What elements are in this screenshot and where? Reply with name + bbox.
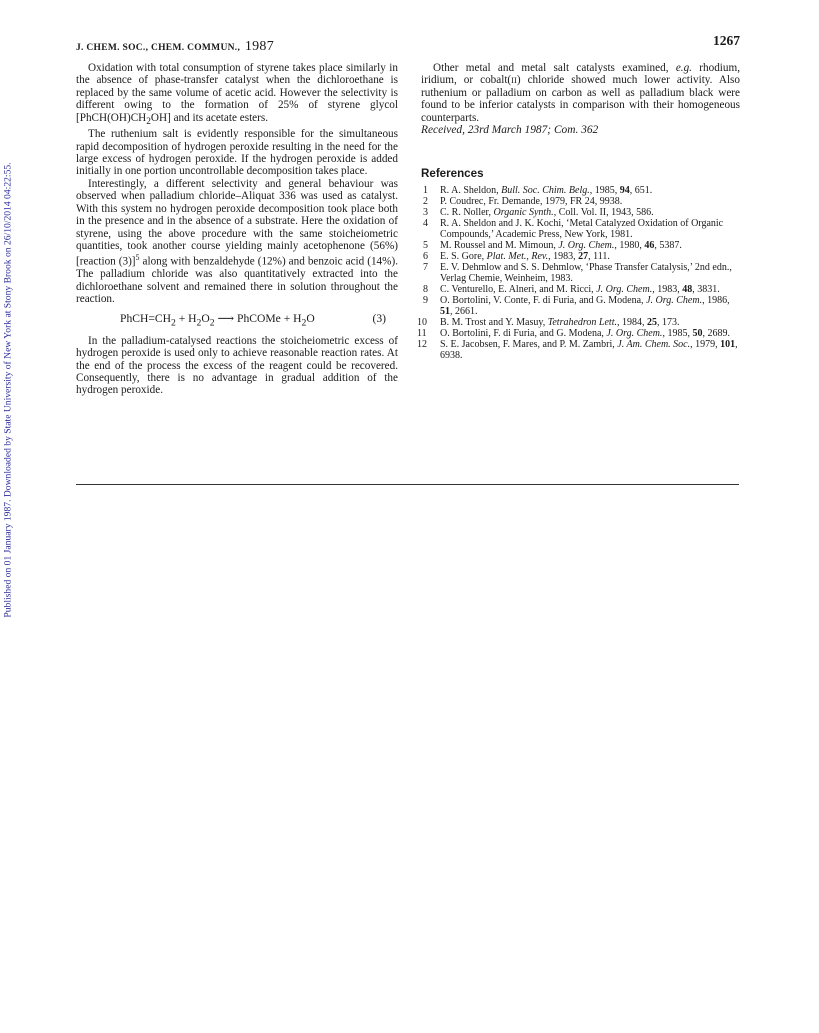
paragraph-stoicheiometric: In the palladium-catalysed reactions the stoicheiometric excess of hydrogen peroxide is used only to achieve reasonable reaction rates. At the end of the process the excess of the reagent could be recovered. Consequently, there is no advantage in gradual addition of the hydrogen peroxide. [76,334,398,397]
paragraph-palladium-text: Interestingly, a different selectivity and general behaviour was observed when palladium chloride–Aliquat 336 was used as catalyst. With this system no hydrogen peroxide decomposition took place both in the presence and in the absence of a substrate. Here the oxidation of styrene, using the above procedure with the same stoicheiometric quantities, took another course yielding mainly acetophenone (56%) [reaction (3)] [76,177,398,269]
reference-journal: J. Am. Chem. Soc. [617,338,691,350]
reference-item [421,295,740,317]
reference-pages: , 5387. [654,239,682,251]
reference-item [421,251,740,262]
reference-item [421,218,740,240]
paragraph-palladium-end: along with benzaldehyde (12%) and benzoic acid (14%). The palladium chloride was also quantitatively extracted into the dichloroethane solvent and remained there in solution throughout the reaction. [76,256,398,306]
reference-volume: 46 [644,239,655,251]
reference-pages: , 3831. [692,283,720,295]
received-date: Received, 23rd March 1987; Com. 362 [421,124,599,137]
reaction-equation [76,313,398,327]
reference-volume: 101 [720,338,736,350]
reference-number: 12 [417,338,427,350]
reference-year: , 1984, [617,316,647,328]
reference-authors: B. M. Trost and Y. Masuy, [440,316,548,328]
references-heading: References [421,167,484,181]
reference-number: 3 [423,206,428,218]
reference-superscript: 5 [135,253,140,263]
reference-journal: J. Org. Chem. [558,239,615,251]
paragraph-other-catalysts-text: Other metal and metal salt catalysts examined, [433,62,676,74]
reference-volume: 48 [682,283,693,295]
reference-year: , 1985, [662,327,693,339]
reference-number: 1 [423,184,428,196]
reference-item [421,262,740,284]
download-provenance-text: Published on 01 January 1987. Downloaded by State University of New York at Stony Brook on 26/10/2014 04:22:55. [2,162,14,618]
reference-pages: , 2689. [702,327,730,339]
reference-number: 8 [423,283,428,295]
reference-number: 5 [423,239,428,251]
reference-pages: , 6938. [440,338,738,361]
reference-year: , 1985, [589,184,620,196]
paragraph-palladium [76,178,398,306]
reference-journal: Plat. Met., Rev. [486,250,549,262]
reference-pages: , 111. [588,250,610,262]
reference-authors: R. A. Sheldon, [440,184,502,196]
reference-journal: J. Org. Chem. [606,327,663,339]
reference-year: , Coll. Vol. II, 1943, 586. [553,206,654,218]
reference-volume: 94 [619,184,630,196]
eg-abbreviation: e.g. [675,62,692,74]
reference-authors: M. Roussel and M. Mimoun, [440,239,559,251]
reference-authors: O. Bortolini, F. di Furia, and G. Modena, [440,327,607,339]
reference-list [417,184,740,361]
reference-year: , 1983, [652,283,683,295]
reference-year: , 1980, [614,239,645,251]
reference-item [421,185,740,196]
paragraph-other-catalysts-end: ) chloride showed much lower activity. Also ruthenium or palladium on carbon as well as palladium black were found to be inferior catalysts in comparison with their homogeneous counterparts. [421,74,740,124]
download-provenance-note [1,140,15,640]
reference-volume: 51 [440,305,450,317]
reference-authors: E. V. Dehmlow and S. S. Dehmlow, ‘Phase Transfer Catalysis,’ 2nd edn., Verlag Chemie, Weinheim, 1983. [440,261,732,284]
reference-item [421,196,740,207]
subscript: 2 [146,116,151,127]
paragraph-oxidation-text: Oxidation with total consumption of styrene takes place similarly in the absence of phase-transfer catalyst when the dichloroethane is replaced by the same volume of acetic acid. However the selectivity is different owing to the formation of 25% of styrene glycol [PhCH(OH)CH [76,62,398,124]
page-header [76,33,740,53]
reference-authors: P. Coudrec, Fr. Demande, 1979, FR 24, 9938. [440,195,623,207]
reference-journal: Tetrahedron Lett. [547,316,617,328]
reference-volume: 25 [647,316,657,328]
reference-year: , 1983, [548,250,579,262]
paragraph-oxidation [76,62,398,128]
reference-journal: Bull. Soc. Chim. Belg. [501,184,590,196]
reference-number: 11 [417,327,427,339]
running-head [76,39,274,55]
reference-number: 4 [423,217,428,229]
reference-item [421,240,740,251]
reference-pages: , 2661. [450,305,478,317]
page-number: 1267 [713,33,740,48]
reference-number: 9 [423,294,428,306]
reference-authors: O. Bortolini, V. Conte, F. di Furia, and G. Modena, [440,294,647,306]
reference-number: 2 [423,195,428,207]
journal-year: 1987 [244,39,275,54]
reference-journal: J. Org. Chem. [596,283,653,295]
reference-authors: E. S. Gore, [440,250,487,262]
reference-year: , 1979, [690,338,721,350]
footer-rule [76,484,739,485]
reference-item [421,207,740,218]
reference-journal: J. Org. Chem. [646,294,703,306]
reference-number: 10 [417,316,427,328]
reference-journal: Organic Synth. [493,206,554,218]
paragraph-other-catalysts-mid: rhodium, iridium, or cobalt( [421,62,740,87]
reference-item [417,327,740,339]
reference-authors: R. A. Sheldon and J. K. Kochi, ‘Metal Catalyzed Oxidation of Organic Compounds,’ Academic Press, New York, 1981. [440,217,724,240]
reference-pages: , 173. [657,316,680,328]
right-column [417,62,740,361]
reference-year: , 1986, [702,294,730,306]
oxidation-state: II [511,75,517,86]
left-column [76,62,398,397]
equation-number: (3) [372,311,386,325]
reference-item [417,338,740,361]
reference-authors: S. E. Jacobsen, F. Mares, and P. M. Zambri, [440,338,618,350]
equation-expression: $PhCH=CH_2 + H_2O_2$ ⟶ PhCOMe + $H_2O$ [120,311,315,328]
reference-number: 7 [423,261,428,273]
reference-pages: , 651. [629,184,653,196]
paragraph-oxidation-end: OH] and its acetate esters. [150,111,269,124]
paragraph-other-catalysts [421,62,740,124]
reference-authors: C. Venturello, E. Alneri, and M. Ricci, [440,283,597,295]
paragraph-ruthenium: The ruthenium salt is evidently responsible for the simultaneous rapid decomposition of hydrogen peroxide resulting in the need for the large excess of hydrogen peroxide. If the hydrogen peroxide is added initially in one portion uncontrollable decomposition takes place. [76,128,398,178]
reference-volume: 27 [578,250,589,262]
journal-citation: J. CHEM. SOC., CHEM. COMMUN., [76,43,241,53]
reference-authors: C. R. Noller, [440,206,494,218]
reference-number: 6 [423,250,428,262]
reference-item [417,316,740,328]
reference-item [421,284,740,295]
reference-volume: 50 [692,327,703,339]
